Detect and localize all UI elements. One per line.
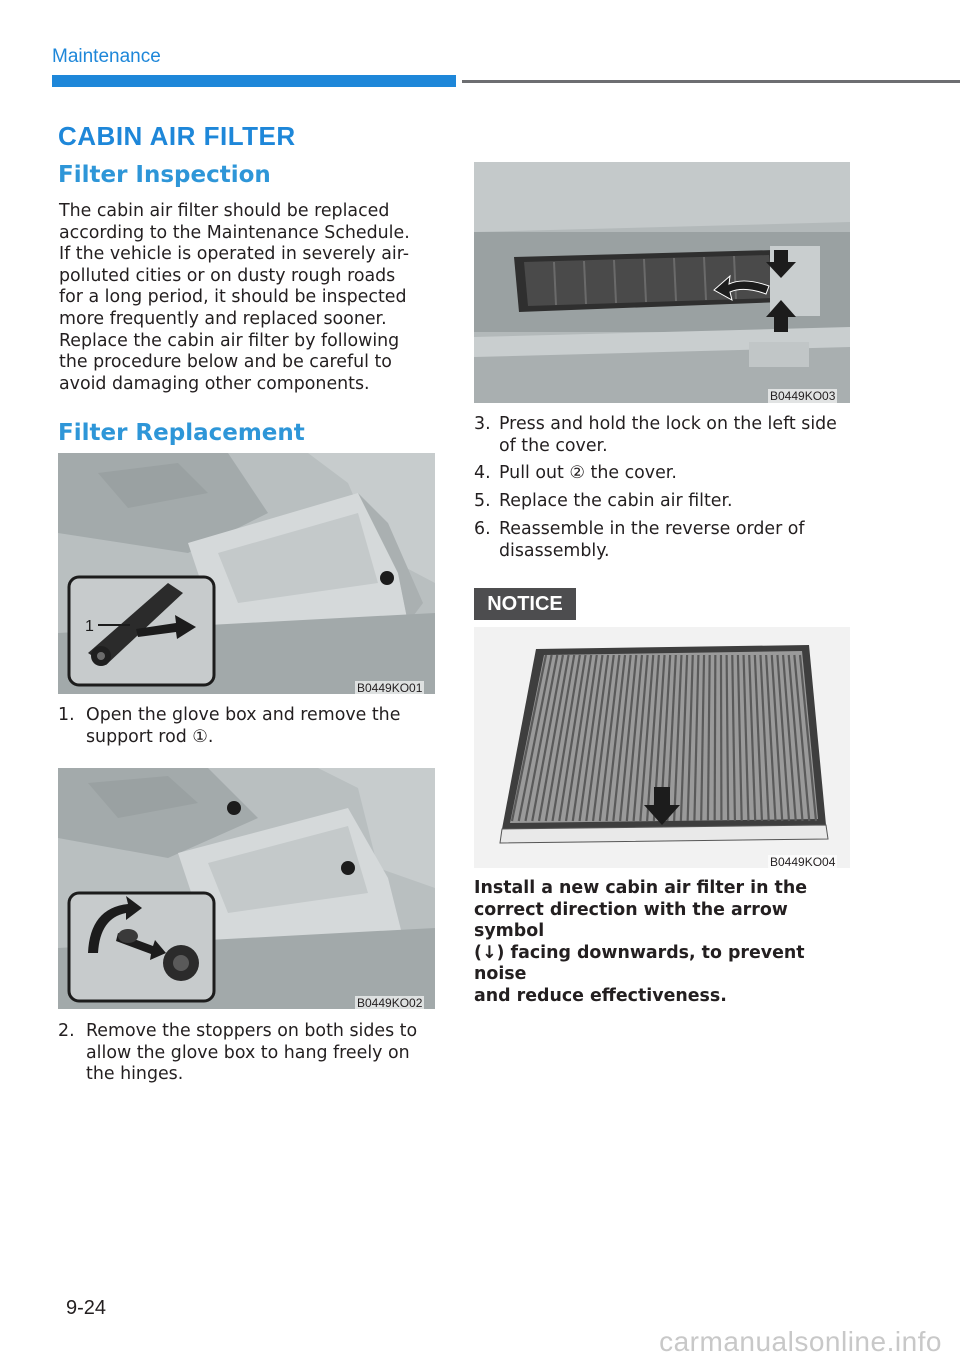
pleat-line <box>727 655 729 821</box>
header-rule <box>462 80 960 83</box>
figure-filter-cover <box>474 162 850 403</box>
notice-text: Install a new cabin air filter in the correct direction with the arrow symbol (↓) facing downwards, to prevent noise and reduce effectiveness. <box>474 878 808 1006</box>
step-3: 3. Press and hold the lock on the left side of the cover. <box>474 414 837 456</box>
step-2: 2. Remove the stoppers on both sides to allow the glove box to hang freely on the hinges. <box>58 1021 418 1085</box>
step-number: 4. <box>474 463 491 483</box>
inspection-heading: Filter Inspection <box>58 162 271 188</box>
step-number: 3. <box>474 414 491 434</box>
running-header: Maintenance <box>52 46 161 67</box>
step-number: 5. <box>474 491 491 511</box>
pleat-line <box>715 655 716 821</box>
figure-glovebox-support-rod <box>58 453 435 694</box>
inspection-paragraph: The cabin air filter should be replaced according to the Maintenance Schedule. If the vehicle is operated in severely air- polluted cities or on dusty rough roads for a long period, it should be inspected more frequently and replaced sooner. Replace the cabin air filter by following the procedure below and be careful to avoid damaging other components. <box>59 201 410 394</box>
figure-new-filter <box>474 627 850 868</box>
step-number: 1. <box>58 705 75 725</box>
step-number: 6. <box>474 519 491 539</box>
figure-code-1: B0449KO01 <box>357 681 423 695</box>
step-4: 4. Pull out ② the cover. <box>474 463 677 483</box>
figure-code-2: B0449KO02 <box>357 996 423 1010</box>
section-title: CABIN AIR FILTER <box>58 121 296 151</box>
watermark: carmanualsonline.info <box>659 1326 942 1357</box>
notice-badge: NOTICE <box>474 588 576 620</box>
svg-text:1: 1 <box>85 618 94 635</box>
figure-code-3: B0449KO03 <box>770 389 836 403</box>
step-1: 1. Open the glove box and remove the support rod ①. <box>58 705 401 747</box>
figure-code-4: B0449KO04 <box>770 855 836 869</box>
header-rule-accent <box>52 75 456 87</box>
step-5: 5. Replace the cabin air filter. <box>474 491 733 511</box>
page-number: 9-24 <box>66 1297 107 1319</box>
figure-glovebox-stoppers <box>58 768 435 1009</box>
replacement-heading: Filter Replacement <box>58 420 305 446</box>
step-number: 2. <box>58 1021 75 1041</box>
step-6: 6. Reassemble in the reverse order of disassembly. <box>474 519 805 561</box>
